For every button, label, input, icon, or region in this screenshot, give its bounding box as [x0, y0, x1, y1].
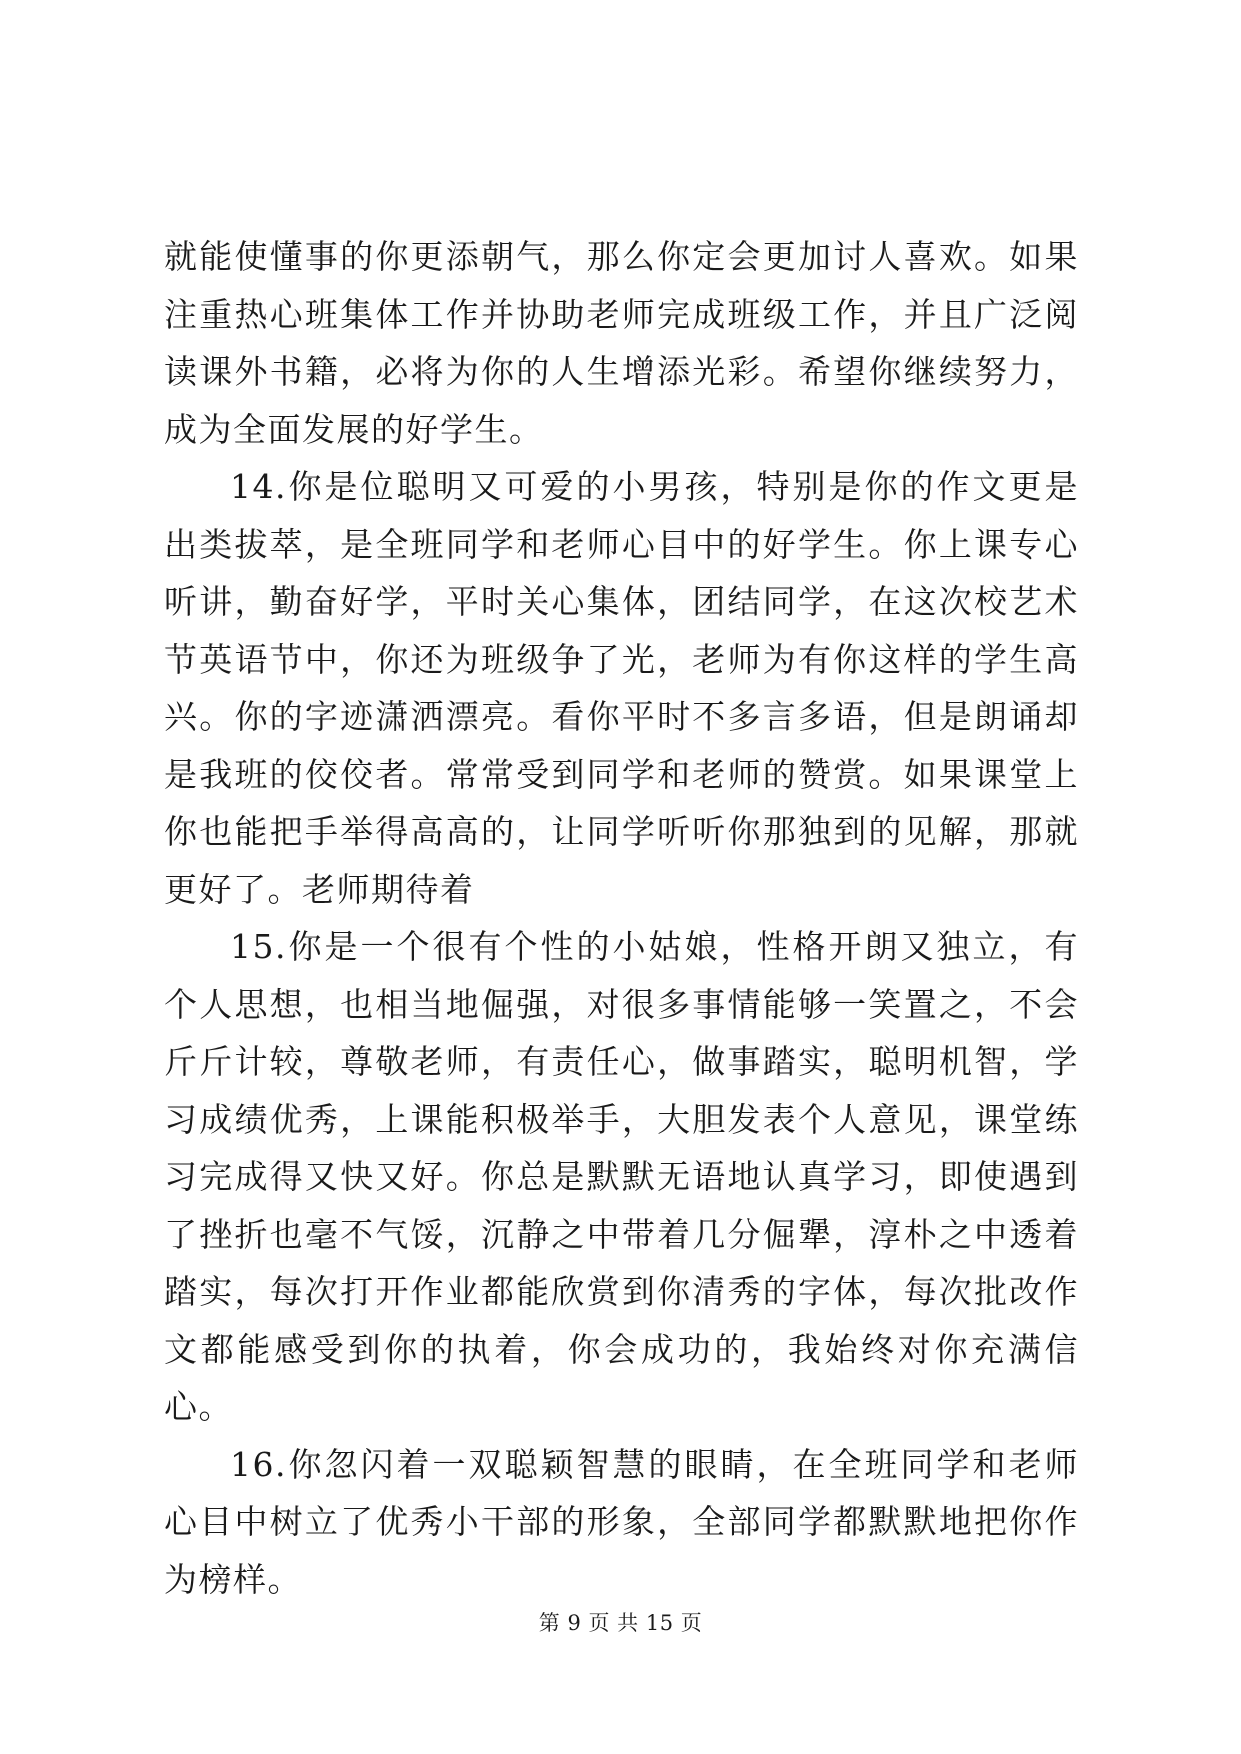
- paragraph-item-15: 15.你是一个很有个性的小姑娘，性格开朗又独立，有个人思想，也相当地倔强，对很多事情能够一笑置之，不会斤斤计较，尊敬老师，有责任心，做事踏实，聪明机智，学习成绩优秀，上课能积极举手，大胆发表个人意见，课堂练习完成得又快又好。你总是默默无语地认真学习，即使遇到了挫折也毫不气馁，沉静之中带着几分倔犟，淳朴之中透着踏实，每次打开作业都能欣赏到你清秀的字体，每次批改作文都能感受到你的执着，你会成功的，我始终对你充满信心。: [164, 927, 1079, 1426]
- document-body: [164, 228, 1079, 1608]
- paragraph-item-16: 16.你忽闪着一双聪颖智慧的眼睛，在全班同学和老师心目中树立了优秀小干部的形象，全部同学都默默地把你作为榜样。: [164, 1444, 1079, 1599]
- paragraph-item-14: 14.你是位聪明又可爱的小男孩，特别是你的作文更是出类拔萃，是全班同学和老师心目中的好学生。你上课专心听讲，勤奋好学，平时关心集体，团结同学，在这次校艺术节英语节中，你还为班级争了光，老师为有你这样的学生高兴。你的字迹潇洒漂亮。看你平时不多言多语，但是朗诵却是我班的佼佼者。常常受到同学和老师的赞赏。如果课堂上你也能把手举得高高的，让同学听听你那独到的见解，那就更好了。老师期待着: [164, 467, 1079, 909]
- page-number-footer: 第 9 页 共 15 页: [538, 1611, 703, 1635]
- paragraph-continuation: 就能使懂事的你更添朝气，那么你定会更加讨人喜欢。如果注重热心班集体工作并协助老师完成班级工作，并且广泛阅读课外书籍，必将为你的人生增添光彩。希望你继续努力，成为全面发展的好学生。: [164, 237, 1079, 449]
